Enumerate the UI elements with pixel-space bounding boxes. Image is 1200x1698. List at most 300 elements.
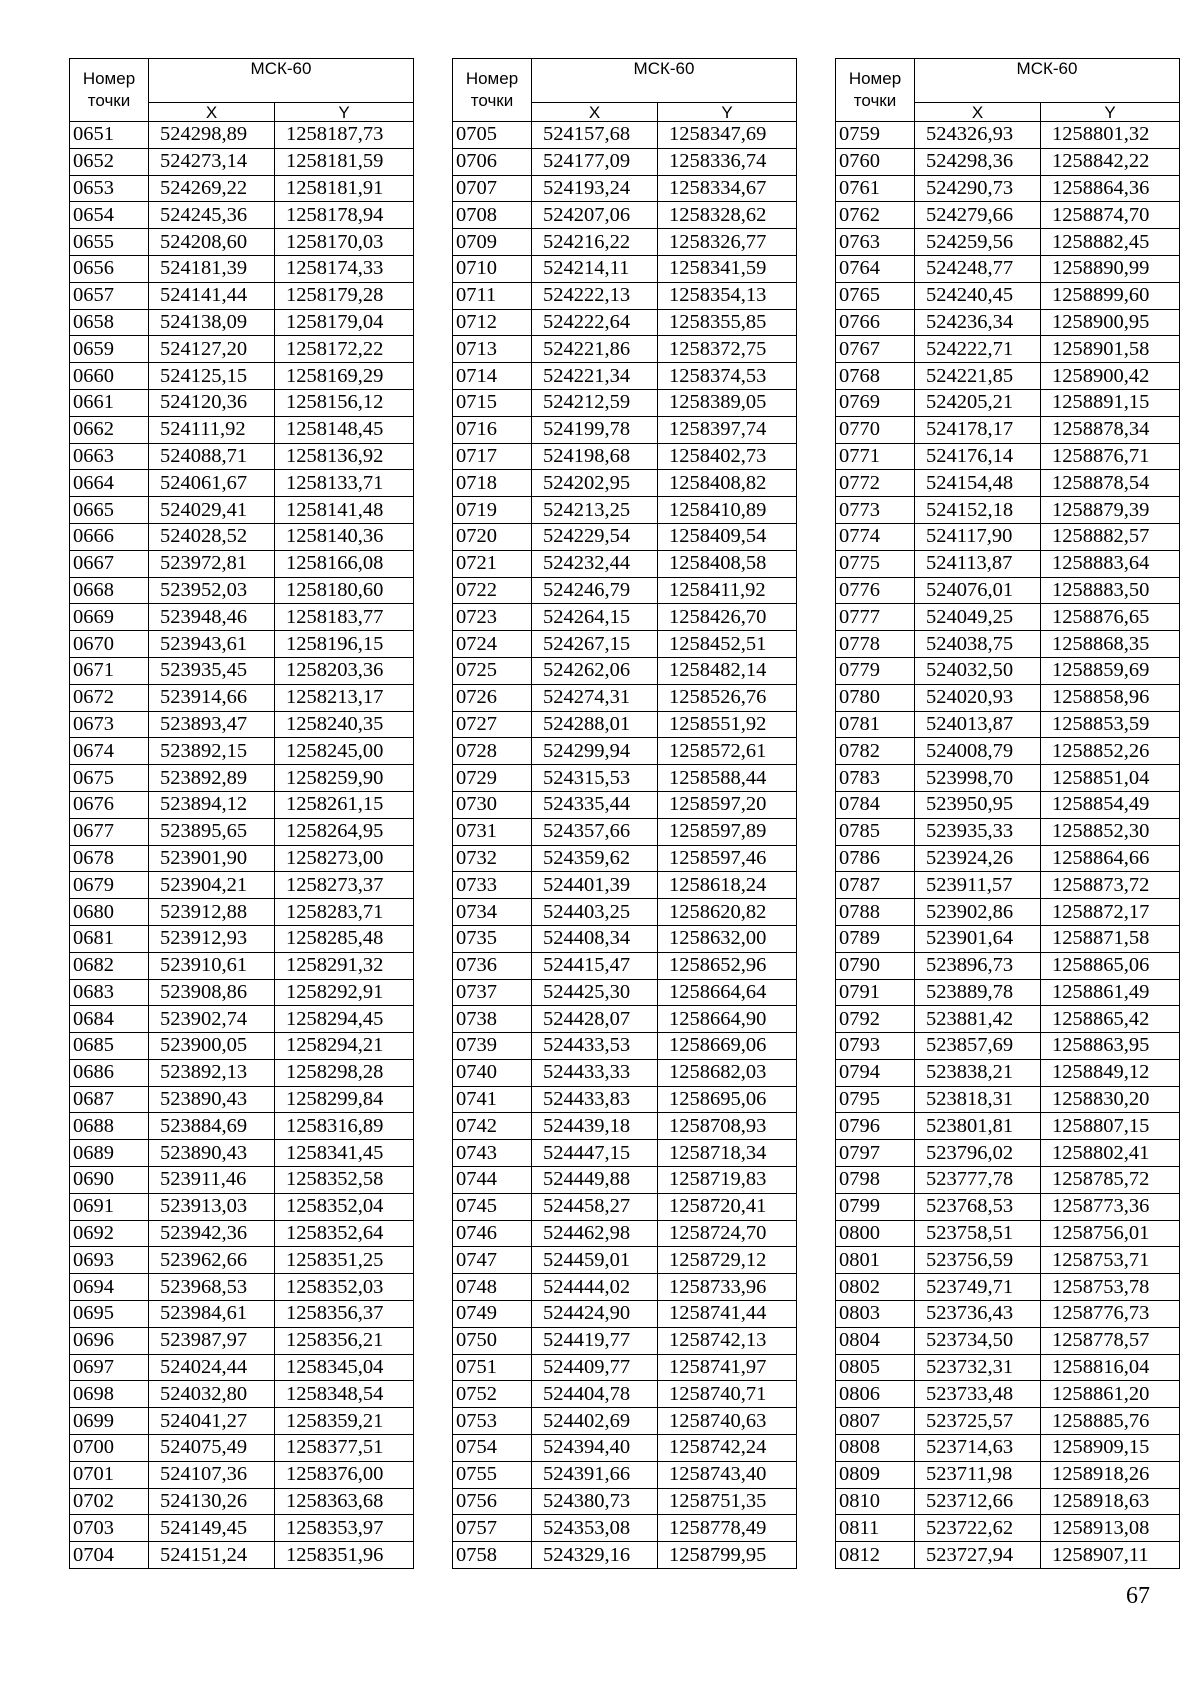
x-coordinate-cell: 524449,88: [532, 1167, 658, 1194]
x-coordinate-cell: 524212,59: [532, 389, 658, 416]
table-row: [836, 202, 1180, 229]
point-number-cell: 0747: [453, 1247, 532, 1274]
y-coordinate-cell: 1258871,58: [1041, 925, 1180, 952]
table-row: [453, 389, 797, 416]
x-coordinate-cell: 523890,43: [149, 1086, 275, 1113]
x-coordinate-cell: 524222,71: [915, 336, 1041, 363]
x-coordinate-cell: 523714,63: [915, 1435, 1041, 1462]
x-coordinate-cell: 524380,73: [532, 1488, 658, 1515]
table-row: [836, 1140, 1180, 1167]
header-x: X: [915, 103, 1041, 122]
y-coordinate-cell: 1258526,76: [658, 684, 797, 711]
table-row: [836, 1488, 1180, 1515]
point-number-cell: 0695: [70, 1301, 149, 1328]
table-row: [836, 389, 1180, 416]
x-coordinate-cell: 524236,34: [915, 309, 1041, 336]
x-coordinate-cell: 523900,05: [149, 1033, 275, 1060]
point-number-cell: 0771: [836, 443, 915, 470]
point-number-cell: 0777: [836, 604, 915, 631]
x-coordinate-cell: 524199,78: [532, 416, 658, 443]
x-coordinate-cell: 524138,09: [149, 309, 275, 336]
table-row: [70, 657, 414, 684]
x-coordinate-cell: 523935,33: [915, 818, 1041, 845]
y-coordinate-cell: 1258719,83: [658, 1167, 797, 1194]
y-coordinate-cell: 1258669,06: [658, 1033, 797, 1060]
table-row: [836, 122, 1180, 149]
point-number-cell: 0682: [70, 952, 149, 979]
point-number-cell: 0657: [70, 282, 149, 309]
table-row: [70, 979, 414, 1006]
x-coordinate-cell: 523725,57: [915, 1408, 1041, 1435]
y-coordinate-cell: 1258740,71: [658, 1381, 797, 1408]
point-number-cell: 0800: [836, 1220, 915, 1247]
x-coordinate-cell: 523889,78: [915, 979, 1041, 1006]
y-coordinate-cell: 1258351,25: [275, 1247, 414, 1274]
point-number-cell: 0784: [836, 791, 915, 818]
y-coordinate-cell: 1258740,63: [658, 1408, 797, 1435]
x-coordinate-cell: 524032,50: [915, 657, 1041, 684]
point-number-cell: 0760: [836, 148, 915, 175]
table-row: [70, 175, 414, 202]
table-row: [453, 1435, 797, 1462]
x-coordinate-cell: 523768,53: [915, 1193, 1041, 1220]
point-number-cell: 0781: [836, 711, 915, 738]
x-coordinate-cell: 524216,22: [532, 229, 658, 256]
table-row: [453, 1301, 797, 1328]
table-row: [70, 1542, 414, 1569]
x-coordinate-cell: 524274,31: [532, 684, 658, 711]
y-coordinate-cell: 1258864,36: [1041, 175, 1180, 202]
table-row: [836, 255, 1180, 282]
table-row: [70, 1408, 414, 1435]
point-number-cell: 0689: [70, 1140, 149, 1167]
table-row: [453, 952, 797, 979]
point-number-cell: 0762: [836, 202, 915, 229]
table-row: [836, 765, 1180, 792]
x-coordinate-cell: 524222,13: [532, 282, 658, 309]
table-row: [453, 872, 797, 899]
y-coordinate-cell: 1258341,59: [658, 255, 797, 282]
header-coord-system: МСК-60: [149, 59, 414, 103]
table-row: [836, 175, 1180, 202]
table-row: [836, 363, 1180, 390]
x-coordinate-cell: 523777,78: [915, 1167, 1041, 1194]
x-coordinate-cell: 523892,89: [149, 765, 275, 792]
table-row: [70, 202, 414, 229]
y-coordinate-cell: 1258299,84: [275, 1086, 414, 1113]
x-coordinate-cell: 524433,83: [532, 1086, 658, 1113]
table-row: [453, 1193, 797, 1220]
y-coordinate-cell: 1258156,12: [275, 389, 414, 416]
x-coordinate-cell: 524459,01: [532, 1247, 658, 1274]
point-number-cell: 0795: [836, 1086, 915, 1113]
table-row: [70, 1354, 414, 1381]
table-row: [70, 684, 414, 711]
table-row: [453, 845, 797, 872]
y-coordinate-cell: 1258807,15: [1041, 1113, 1180, 1140]
x-coordinate-cell: 524130,26: [149, 1488, 275, 1515]
table-row: [836, 872, 1180, 899]
y-coordinate-cell: 1258801,32: [1041, 122, 1180, 149]
point-number-cell: 0718: [453, 470, 532, 497]
table-row: [836, 148, 1180, 175]
point-number-cell: 0763: [836, 229, 915, 256]
point-number-cell: 0773: [836, 497, 915, 524]
table-row: [70, 631, 414, 658]
x-coordinate-cell: 524273,14: [149, 148, 275, 175]
header-coord-system: МСК-60: [915, 59, 1180, 103]
table-row: [836, 577, 1180, 604]
point-number-cell: 0675: [70, 765, 149, 792]
y-coordinate-cell: 1258785,72: [1041, 1167, 1180, 1194]
table-row: [70, 845, 414, 872]
point-number-cell: 0761: [836, 175, 915, 202]
x-coordinate-cell: 523912,88: [149, 899, 275, 926]
y-coordinate-cell: 1258620,82: [658, 899, 797, 926]
table-row: [453, 711, 797, 738]
x-coordinate-cell: 524401,39: [532, 872, 658, 899]
table-row: [70, 255, 414, 282]
point-number-cell: 0756: [453, 1488, 532, 1515]
x-coordinate-cell: 523890,43: [149, 1140, 275, 1167]
table-row: [70, 550, 414, 577]
point-number-cell: 0714: [453, 363, 532, 390]
x-coordinate-cell: 524221,85: [915, 363, 1041, 390]
y-coordinate-cell: 1258901,58: [1041, 336, 1180, 363]
point-number-cell: 0742: [453, 1113, 532, 1140]
y-coordinate-cell: 1258187,73: [275, 122, 414, 149]
point-number-cell: 0697: [70, 1354, 149, 1381]
point-number-cell: 0755: [453, 1461, 532, 1488]
y-coordinate-cell: 1258259,90: [275, 765, 414, 792]
x-coordinate-cell: 524232,44: [532, 550, 658, 577]
table-row: [453, 1113, 797, 1140]
point-number-cell: 0655: [70, 229, 149, 256]
point-number-cell: 0753: [453, 1408, 532, 1435]
y-coordinate-cell: 1258261,15: [275, 791, 414, 818]
y-coordinate-cell: 1258352,03: [275, 1274, 414, 1301]
y-coordinate-cell: 1258352,64: [275, 1220, 414, 1247]
point-number-cell: 0681: [70, 925, 149, 952]
point-number-cell: 0741: [453, 1086, 532, 1113]
y-coordinate-cell: 1258291,32: [275, 952, 414, 979]
y-coordinate-cell: 1258830,20: [1041, 1086, 1180, 1113]
coords-table-3: [835, 58, 1180, 1569]
table-row: [453, 979, 797, 1006]
point-number-cell: 0739: [453, 1033, 532, 1060]
table-row: [70, 791, 414, 818]
y-coordinate-cell: 1258283,71: [275, 899, 414, 926]
y-coordinate-cell: 1258753,78: [1041, 1274, 1180, 1301]
x-coordinate-cell: 523987,97: [149, 1327, 275, 1354]
y-coordinate-cell: 1258883,50: [1041, 577, 1180, 604]
y-coordinate-cell: 1258652,96: [658, 952, 797, 979]
y-coordinate-cell: 1258356,21: [275, 1327, 414, 1354]
point-number-cell: 0699: [70, 1408, 149, 1435]
y-coordinate-cell: 1258172,22: [275, 336, 414, 363]
point-number-cell: 0807: [836, 1408, 915, 1435]
x-coordinate-cell: 523911,57: [915, 872, 1041, 899]
point-number-cell: 0671: [70, 657, 149, 684]
x-coordinate-cell: 524269,22: [149, 175, 275, 202]
table-row: [70, 389, 414, 416]
point-number-cell: 0734: [453, 899, 532, 926]
table-row: [453, 657, 797, 684]
point-number-cell: 0809: [836, 1461, 915, 1488]
table-row: [453, 282, 797, 309]
point-number-cell: 0692: [70, 1220, 149, 1247]
point-number-cell: 0750: [453, 1327, 532, 1354]
header-y: Y: [1041, 103, 1180, 122]
y-coordinate-cell: 1258148,45: [275, 416, 414, 443]
table-row: [70, 1381, 414, 1408]
point-number-cell: 0723: [453, 604, 532, 631]
table-row: [836, 336, 1180, 363]
point-number-cell: 0766: [836, 309, 915, 336]
table-row: [836, 711, 1180, 738]
y-coordinate-cell: 1258374,53: [658, 363, 797, 390]
table-row: [836, 550, 1180, 577]
y-coordinate-cell: 1258409,54: [658, 523, 797, 550]
table-row: [70, 148, 414, 175]
x-coordinate-cell: 524113,87: [915, 550, 1041, 577]
x-coordinate-cell: 524264,15: [532, 604, 658, 631]
table-row: [836, 738, 1180, 765]
y-coordinate-cell: 1258352,58: [275, 1167, 414, 1194]
x-coordinate-cell: 523892,13: [149, 1059, 275, 1086]
y-coordinate-cell: 1258298,28: [275, 1059, 414, 1086]
table-row: [70, 443, 414, 470]
table-row: [453, 1167, 797, 1194]
point-number-cell: 0691: [70, 1193, 149, 1220]
y-coordinate-cell: 1258865,06: [1041, 952, 1180, 979]
point-number-cell: 0737: [453, 979, 532, 1006]
y-coordinate-cell: 1258347,69: [658, 122, 797, 149]
table-row: [453, 1542, 797, 1569]
y-coordinate-cell: 1258918,26: [1041, 1461, 1180, 1488]
table-row: [453, 1140, 797, 1167]
table-row: [836, 1220, 1180, 1247]
table-row: [453, 1515, 797, 1542]
y-coordinate-cell: 1258273,37: [275, 872, 414, 899]
table-row: [70, 899, 414, 926]
y-coordinate-cell: 1258859,69: [1041, 657, 1180, 684]
point-number-cell: 0738: [453, 1006, 532, 1033]
point-number-cell: 0664: [70, 470, 149, 497]
point-number-cell: 0702: [70, 1488, 149, 1515]
table-row: [453, 255, 797, 282]
x-coordinate-cell: 524404,78: [532, 1381, 658, 1408]
point-number-cell: 0706: [453, 148, 532, 175]
header-point-number: Номер точки: [453, 59, 532, 122]
y-coordinate-cell: 1258345,04: [275, 1354, 414, 1381]
x-coordinate-cell: 524088,71: [149, 443, 275, 470]
y-coordinate-cell: 1258240,35: [275, 711, 414, 738]
table-row: [836, 229, 1180, 256]
y-coordinate-cell: 1258863,95: [1041, 1033, 1180, 1060]
table-row: [70, 1247, 414, 1274]
y-coordinate-cell: 1258213,17: [275, 684, 414, 711]
table-row: [453, 1086, 797, 1113]
table-row: [453, 684, 797, 711]
y-coordinate-cell: 1258377,51: [275, 1435, 414, 1462]
y-coordinate-cell: 1258410,89: [658, 497, 797, 524]
table-row: [836, 1354, 1180, 1381]
table-row: [836, 1515, 1180, 1542]
table-row: [453, 523, 797, 550]
point-number-cell: 0796: [836, 1113, 915, 1140]
point-number-cell: 0661: [70, 389, 149, 416]
x-coordinate-cell: 523901,90: [149, 845, 275, 872]
point-number-cell: 0787: [836, 872, 915, 899]
y-coordinate-cell: 1258861,49: [1041, 979, 1180, 1006]
table-row: [836, 1435, 1180, 1462]
point-number-cell: 0797: [836, 1140, 915, 1167]
y-coordinate-cell: 1258879,39: [1041, 497, 1180, 524]
table-row: [453, 175, 797, 202]
x-coordinate-cell: 524447,15: [532, 1140, 658, 1167]
x-coordinate-cell: 524267,15: [532, 631, 658, 658]
table-row: [836, 1059, 1180, 1086]
y-coordinate-cell: 1258878,34: [1041, 416, 1180, 443]
y-coordinate-cell: 1258900,95: [1041, 309, 1180, 336]
point-number-cell: 0785: [836, 818, 915, 845]
y-coordinate-cell: 1258326,77: [658, 229, 797, 256]
point-number-cell: 0708: [453, 202, 532, 229]
y-coordinate-cell: 1258865,42: [1041, 1006, 1180, 1033]
point-number-cell: 0769: [836, 389, 915, 416]
point-number-cell: 0701: [70, 1461, 149, 1488]
y-coordinate-cell: 1258354,13: [658, 282, 797, 309]
coords-table-1: [69, 58, 414, 1569]
x-coordinate-cell: 523857,69: [915, 1033, 1041, 1060]
table-row: [453, 550, 797, 577]
point-number-cell: 0788: [836, 899, 915, 926]
table-row: [836, 1408, 1180, 1435]
y-coordinate-cell: 1258285,48: [275, 925, 414, 952]
x-coordinate-cell: 524214,11: [532, 255, 658, 282]
point-number-cell: 0662: [70, 416, 149, 443]
y-coordinate-cell: 1258426,70: [658, 604, 797, 631]
x-coordinate-cell: 524120,36: [149, 389, 275, 416]
point-number-cell: 0764: [836, 255, 915, 282]
y-coordinate-cell: 1258174,33: [275, 255, 414, 282]
y-coordinate-cell: 1258169,29: [275, 363, 414, 390]
x-coordinate-cell: 523896,73: [915, 952, 1041, 979]
table-row: [70, 1033, 414, 1060]
point-number-cell: 0709: [453, 229, 532, 256]
y-coordinate-cell: 1258773,36: [1041, 1193, 1180, 1220]
x-coordinate-cell: 524125,15: [149, 363, 275, 390]
point-number-cell: 0774: [836, 523, 915, 550]
table-row: [836, 791, 1180, 818]
table-row: [70, 336, 414, 363]
point-number-cell: 0717: [453, 443, 532, 470]
x-coordinate-cell: 524213,25: [532, 497, 658, 524]
table-row: [836, 1274, 1180, 1301]
x-coordinate-cell: 524117,90: [915, 523, 1041, 550]
x-coordinate-cell: 524202,95: [532, 470, 658, 497]
x-coordinate-cell: 523734,50: [915, 1327, 1041, 1354]
point-number-cell: 0733: [453, 872, 532, 899]
x-coordinate-cell: 524075,49: [149, 1435, 275, 1462]
point-number-cell: 0687: [70, 1086, 149, 1113]
table-row: [453, 122, 797, 149]
point-number-cell: 0690: [70, 1167, 149, 1194]
point-number-cell: 0790: [836, 952, 915, 979]
y-coordinate-cell: 1258372,75: [658, 336, 797, 363]
y-coordinate-cell: 1258816,04: [1041, 1354, 1180, 1381]
y-coordinate-cell: 1258868,35: [1041, 631, 1180, 658]
y-coordinate-cell: 1258720,41: [658, 1193, 797, 1220]
table-row: [70, 925, 414, 952]
table-row: [836, 1461, 1180, 1488]
point-number-cell: 0680: [70, 899, 149, 926]
point-number-cell: 0666: [70, 523, 149, 550]
table-row: [70, 1140, 414, 1167]
point-number-cell: 0694: [70, 1274, 149, 1301]
x-coordinate-cell: 523904,21: [149, 872, 275, 899]
table-row: [70, 952, 414, 979]
point-number-cell: 0754: [453, 1435, 532, 1462]
point-number-cell: 0751: [453, 1354, 532, 1381]
y-coordinate-cell: 1258852,26: [1041, 738, 1180, 765]
table-row: [836, 282, 1180, 309]
x-coordinate-cell: 524149,45: [149, 1515, 275, 1542]
point-number-cell: 0806: [836, 1381, 915, 1408]
table-row: [453, 336, 797, 363]
x-coordinate-cell: 524288,01: [532, 711, 658, 738]
x-coordinate-cell: 523818,31: [915, 1086, 1041, 1113]
y-coordinate-cell: 1258718,34: [658, 1140, 797, 1167]
y-coordinate-cell: 1258597,46: [658, 845, 797, 872]
point-number-cell: 0749: [453, 1301, 532, 1328]
table-row: [70, 1086, 414, 1113]
point-number-cell: 0651: [70, 122, 149, 149]
header-point-number: Номер точки: [836, 59, 915, 122]
point-number-cell: 0703: [70, 1515, 149, 1542]
point-number-cell: 0759: [836, 122, 915, 149]
table-row: [836, 1086, 1180, 1113]
x-coordinate-cell: 524402,69: [532, 1408, 658, 1435]
table-row: [836, 1006, 1180, 1033]
point-number-cell: 0686: [70, 1059, 149, 1086]
point-number-cell: 0744: [453, 1167, 532, 1194]
table-row: [836, 1301, 1180, 1328]
y-coordinate-cell: 1258264,95: [275, 818, 414, 845]
y-coordinate-cell: 1258882,57: [1041, 523, 1180, 550]
point-number-cell: 0728: [453, 738, 532, 765]
x-coordinate-cell: 524439,18: [532, 1113, 658, 1140]
header-point-number: Номер точки: [70, 59, 149, 122]
x-coordinate-cell: 523895,65: [149, 818, 275, 845]
x-coordinate-cell: 523722,62: [915, 1515, 1041, 1542]
y-coordinate-cell: 1258708,93: [658, 1113, 797, 1140]
x-coordinate-cell: 524290,73: [915, 175, 1041, 202]
point-number-cell: 0745: [453, 1193, 532, 1220]
header-y: Y: [275, 103, 414, 122]
table-row: [836, 925, 1180, 952]
x-coordinate-cell: 523732,31: [915, 1354, 1041, 1381]
table-row: [836, 845, 1180, 872]
y-coordinate-cell: 1258452,51: [658, 631, 797, 658]
x-coordinate-cell: 523892,15: [149, 738, 275, 765]
table-row: [453, 1059, 797, 1086]
point-number-cell: 0679: [70, 872, 149, 899]
x-coordinate-cell: 524359,62: [532, 845, 658, 872]
y-coordinate-cell: 1258907,11: [1041, 1542, 1180, 1569]
point-number-cell: 0770: [836, 416, 915, 443]
